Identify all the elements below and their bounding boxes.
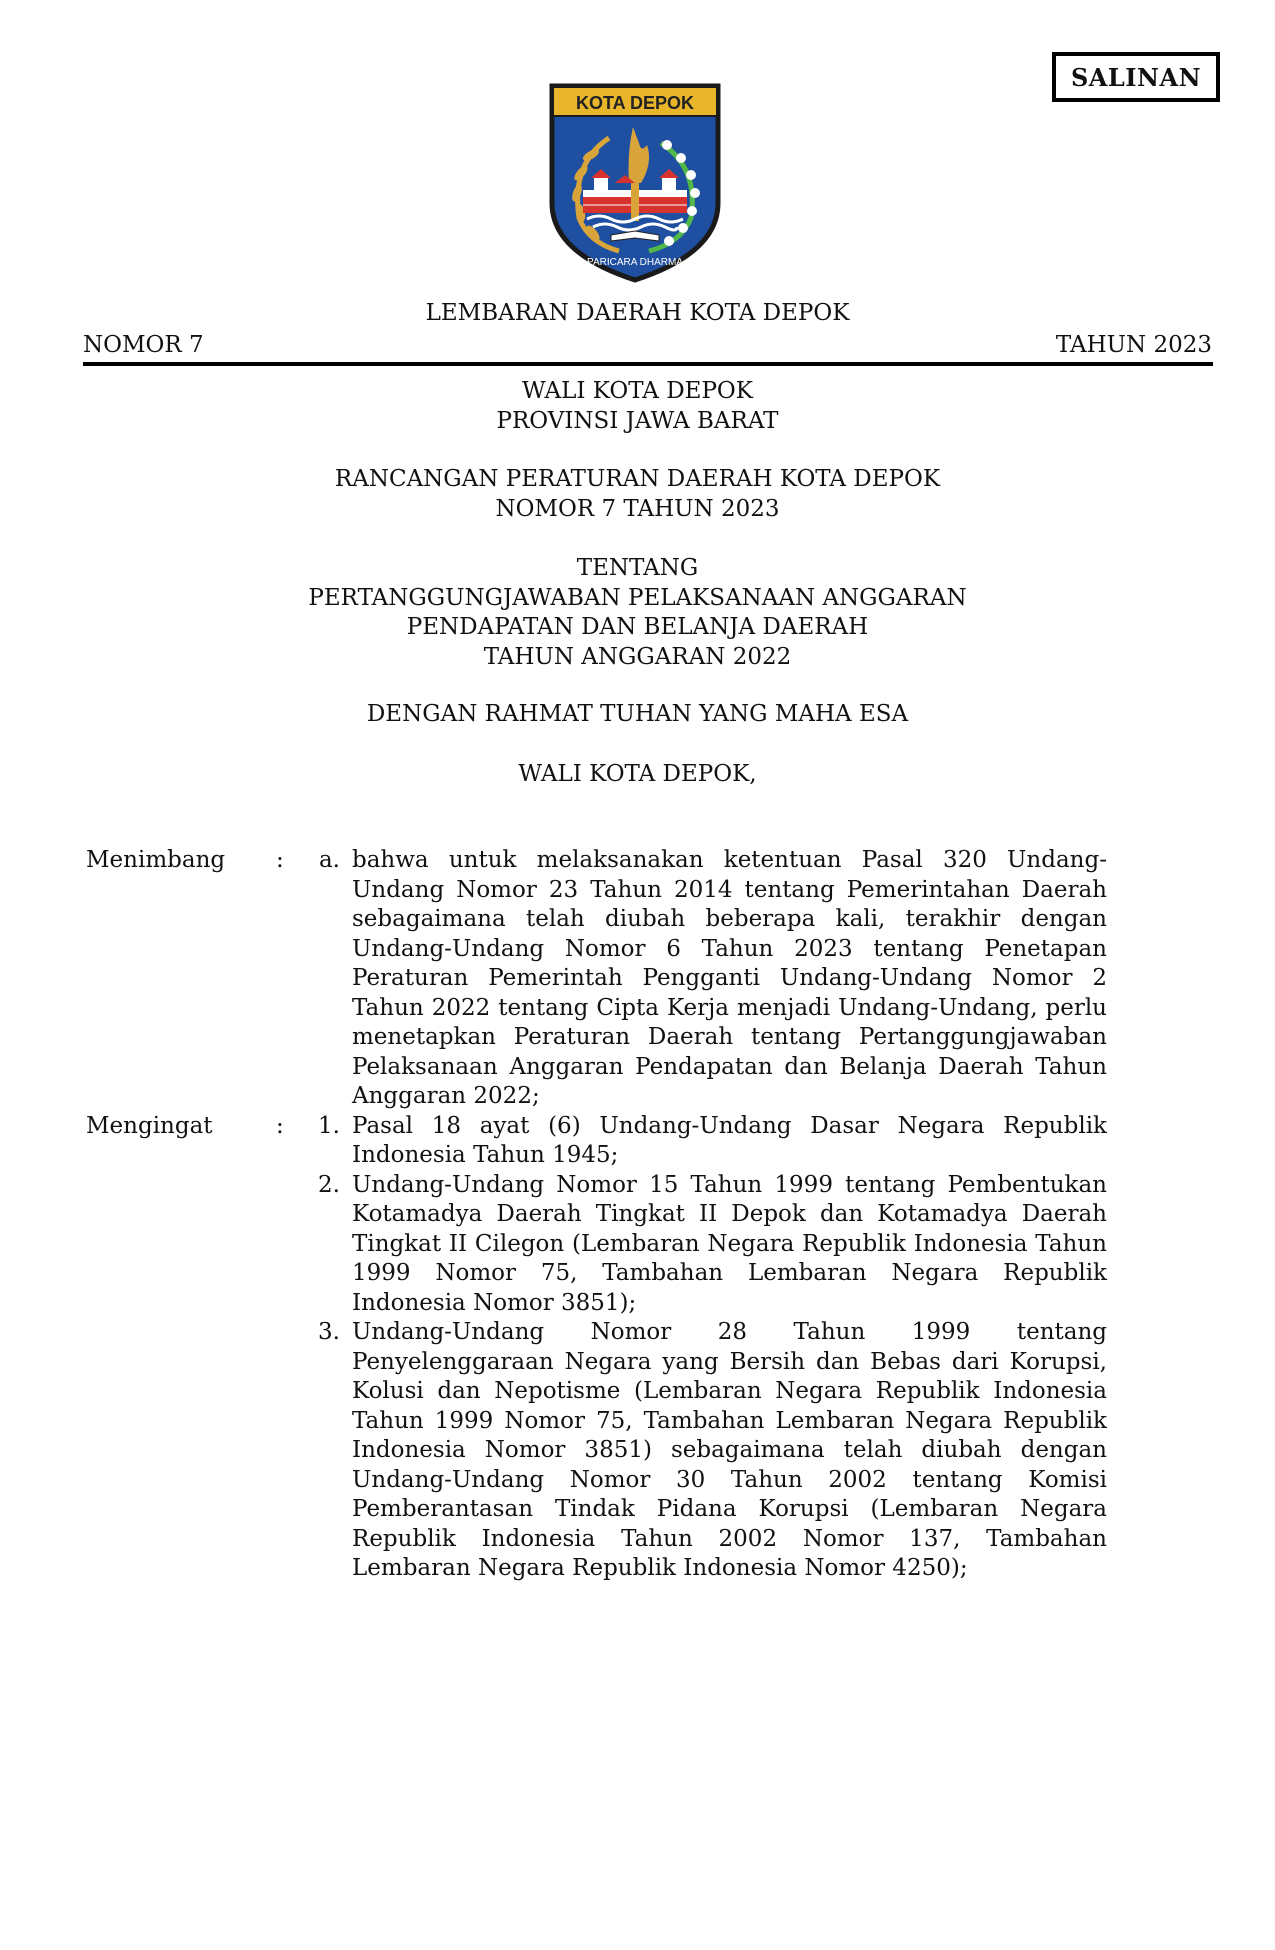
menimbang-item-a (86, 846, 1126, 1112)
issuer-block (0, 377, 1275, 436)
subject-line-1: PERTANGGUNGJAWABAN PELAKSANAAN ANGGARAN (308, 584, 967, 611)
item-text: Undang-Undang Nomor 15 Tahun 1999 tentang Pembentukan Kotamadya Daerah Tingkat II Depok dan Kotamadya Daerah Tingkat II Cilegon (Lembaran Negara Republik Indonesia Tahun 1999 Nomor 75, Tambahan Lembaran Negara Republik Indonesia Nomor 3851); (352, 1171, 1107, 1316)
subject-line-3: TAHUN ANGGARAN 2022 (483, 643, 792, 670)
mengingat-item-1 (86, 1112, 1126, 1171)
subject-line-2: PENDAPATAN DAN BELANJA DAERAH (406, 614, 869, 640)
mengingat-colon: : (276, 1112, 284, 1139)
item-marker: 1. (318, 1112, 340, 1139)
gazette-number: NOMOR 7 (83, 332, 204, 358)
signatory-heading: WALI KOTA DEPOK, (518, 761, 757, 787)
emblem-motto: PARICARA DHARMA (587, 257, 683, 268)
gazette-year: TAHUN 2023 (1055, 332, 1212, 358)
issuer-line-2: PROVINSI JAWA BARAT (496, 407, 779, 434)
item-marker: 3. (318, 1319, 340, 1345)
invocation: DENGAN RAHMAT TUHAN YANG MAHA ESA (366, 701, 909, 727)
subject-block (0, 554, 1275, 672)
item-marker: a. (318, 847, 340, 873)
item-text: bahwa untuk melaksanakan ketentuan Pasal 320 Undang-Undang Nomor 23 Tahun 2014 tentang Pemerintahan Daerah sebagaimana telah diubah beberapa kali, terakhir dengan Undang-Undang Nomor 6 Tahun 2023 tentang Penetapan Peraturan Pemerintah Pengganti Undang-Undang Nomor 2 Tahun 2022 tentang Cipta Kerja menjadi Undang-Undang, perlu menetapkan Peraturan Daerah tentang Pertanggungjawaban Pelaksanaan Anggaran Pendapatan dan Belanja Daerah Tahun Anggaran 2022; (352, 847, 1107, 1109)
gazette-number-row (83, 332, 1212, 358)
menimbang-label: Menimbang (86, 847, 226, 873)
mengingat-label: Mengingat (86, 1112, 213, 1139)
emblem-banner-text: KOTA DEPOK (575, 93, 695, 113)
document-type: RANCANGAN PERATURAN DAERAH KOTA DEPOK (334, 466, 941, 492)
document-title-block (0, 465, 1275, 524)
salinan-stamp (1052, 52, 1220, 102)
menimbang-colon: : (276, 847, 284, 873)
mengingat-item-2 (86, 1171, 1126, 1319)
item-marker: 2. (318, 1171, 340, 1198)
gazette-title: LEMBARAN DAERAH KOTA DEPOK (425, 300, 850, 326)
about-label: TENTANG (576, 555, 699, 581)
issuer-line-1: WALI KOTA DEPOK (522, 378, 753, 404)
item-text: Pasal 18 ayat (6) Undang-Undang Dasar Negara Republik Indonesia Tahun 1945; (352, 1112, 1107, 1168)
document-number: NOMOR 7 TAHUN 2023 (495, 495, 780, 522)
mengingat-item-3 (86, 1318, 1126, 1584)
header-divider (83, 362, 1213, 366)
salinan-label: SALINAN (1070, 62, 1202, 92)
item-text: Undang-Undang Nomor 28 Tahun 1999 tentang Penyelenggaraan Negara yang Bersih dan Bebas dari Korupsi, Kolusi dan Nepotisme (Lembaran Negara Republik Indonesia Tahun 1999 Nomor 75, Tambahan Lembaran Negara Republik Indonesia Nomor 3851) sebagaimana telah diubah dengan Undang-Undang Nomor 30 Tahun 2002 tentang Komisi Pemberantasan Tindak Pidana Korupsi (Lembaran Negara Republik Indonesia Tahun 2002 Nomor 137, Tambahan Lembaran Negara Republik Indonesia Nomor 4250); (352, 1319, 1107, 1581)
preamble-clauses (86, 846, 1126, 1584)
kota-depok-emblem-icon (549, 83, 721, 283)
